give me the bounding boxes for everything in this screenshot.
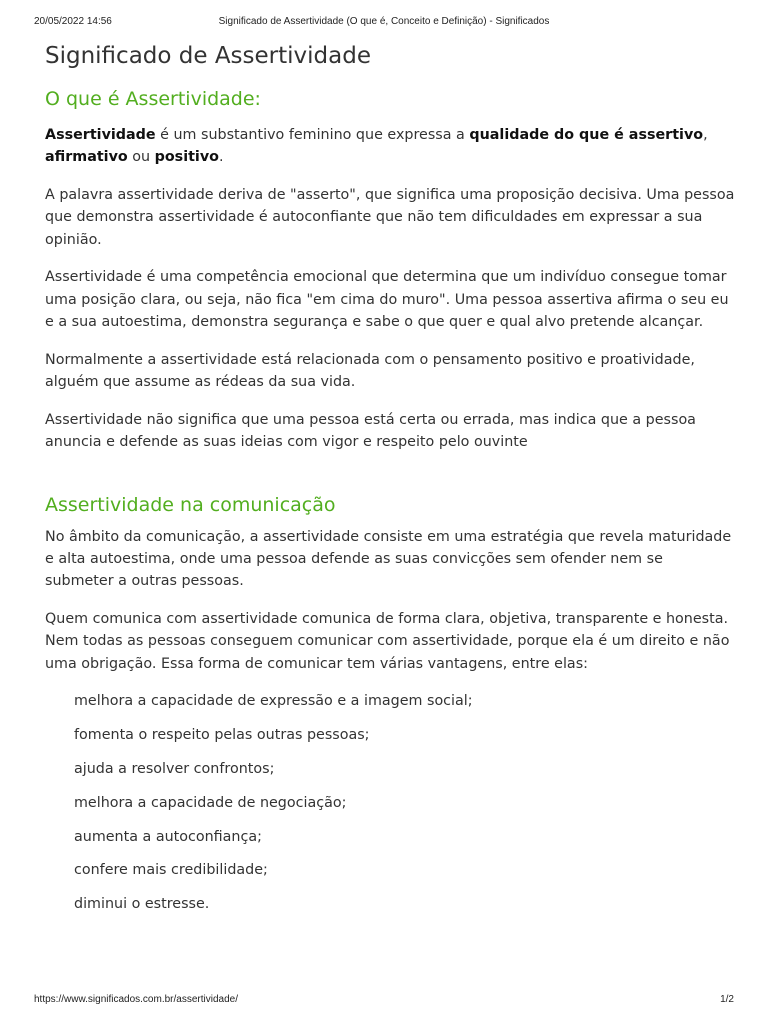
print-doc-title: Significado de Assertividade (O que é, Conceito e Definição) - Significados — [218, 16, 550, 27]
section-heading-what-is: O que é Assertividade: — [45, 88, 261, 110]
section-heading-communication: Assertividade na comunicação — [45, 493, 336, 516]
list-item: diminui o estresse. — [74, 896, 210, 913]
advantages-list — [45, 690, 735, 915]
page-number: 1/2 — [720, 994, 734, 1005]
paragraph-emotional-competence: Assertividade é uma competência emocional que determina que um indivíduo consegue tomar uma posição clara, ou seja, não fica "em cima do muro". Uma pessoa assertiva afirma o seu eu e a sua autoestima, demonstra segurança e sabe o que quer e qual alvo pretende alcançar. — [45, 269, 729, 331]
intro-bold-positive: positivo — [154, 149, 219, 166]
list-item: ajuda a resolver confrontos; — [74, 760, 275, 777]
paragraph-positive-thinking: Normalmente a assertividade está relacionada com o pensamento positivo e proatividade, alguém que assume as rédeas da sua vida. — [45, 351, 695, 391]
article — [45, 40, 735, 927]
list-item: fomenta o respeito pelas outras pessoas; — [74, 727, 370, 744]
list-item: melhora a capacidade de negociação; — [74, 794, 347, 811]
print-url: https://www.significados.com.br/assertividade/ — [34, 994, 238, 1005]
paragraph-not-right-or-wrong: Assertividade não significa que uma pessoa está certa ou errada, mas indica que a pessoa anuncia e defende as suas ideias com vigor e respeito pelo ouvinte — [45, 411, 696, 451]
list-item: melhora a capacidade de expressão e a imagem social; — [74, 693, 473, 710]
list-item: confere mais credibilidade; — [74, 862, 268, 879]
intro-bold-term: Assertividade — [45, 127, 156, 143]
paragraph-communication-advantages: Quem comunica com assertividade comunica de forma clara, objetiva, transparente e honesta. Nem todas as pessoas conseguem comunicar com assertividade, porque ela é um direito e não uma obrigação. Essa forma de comunicar tem várias vantagens, entre elas: — [45, 610, 730, 672]
intro-bold-quality: qualidade do que é assertivo — [469, 127, 704, 143]
page-title: Significado de Assertividade — [45, 43, 371, 69]
paragraph-communication-scope: No âmbito da comunicação, a assertividade consiste em uma estratégia que revela maturidade e alta autoestima, onde uma pessoa defende as suas convicções sem ofender nem se submeter a outras pessoas. — [45, 528, 732, 590]
print-datetime: 20/05/2022 14:56 — [34, 16, 112, 27]
paragraph-etymology: A palavra assertividade deriva de "asserto", que significa uma proposição decisiva. Uma pessoa que demonstra assertividade é autoconfiante que não tem dificuldades em expressar a sua opinião. — [45, 187, 735, 248]
intro-paragraph: Assertividade é um substantivo feminino que expressa a qualidade do que é assertivo, afirmativo ou positivo. — [45, 127, 708, 166]
intro-bold-affirmative: afirmativo — [45, 149, 128, 166]
list-item: aumenta a autoconfiança; — [74, 828, 262, 845]
